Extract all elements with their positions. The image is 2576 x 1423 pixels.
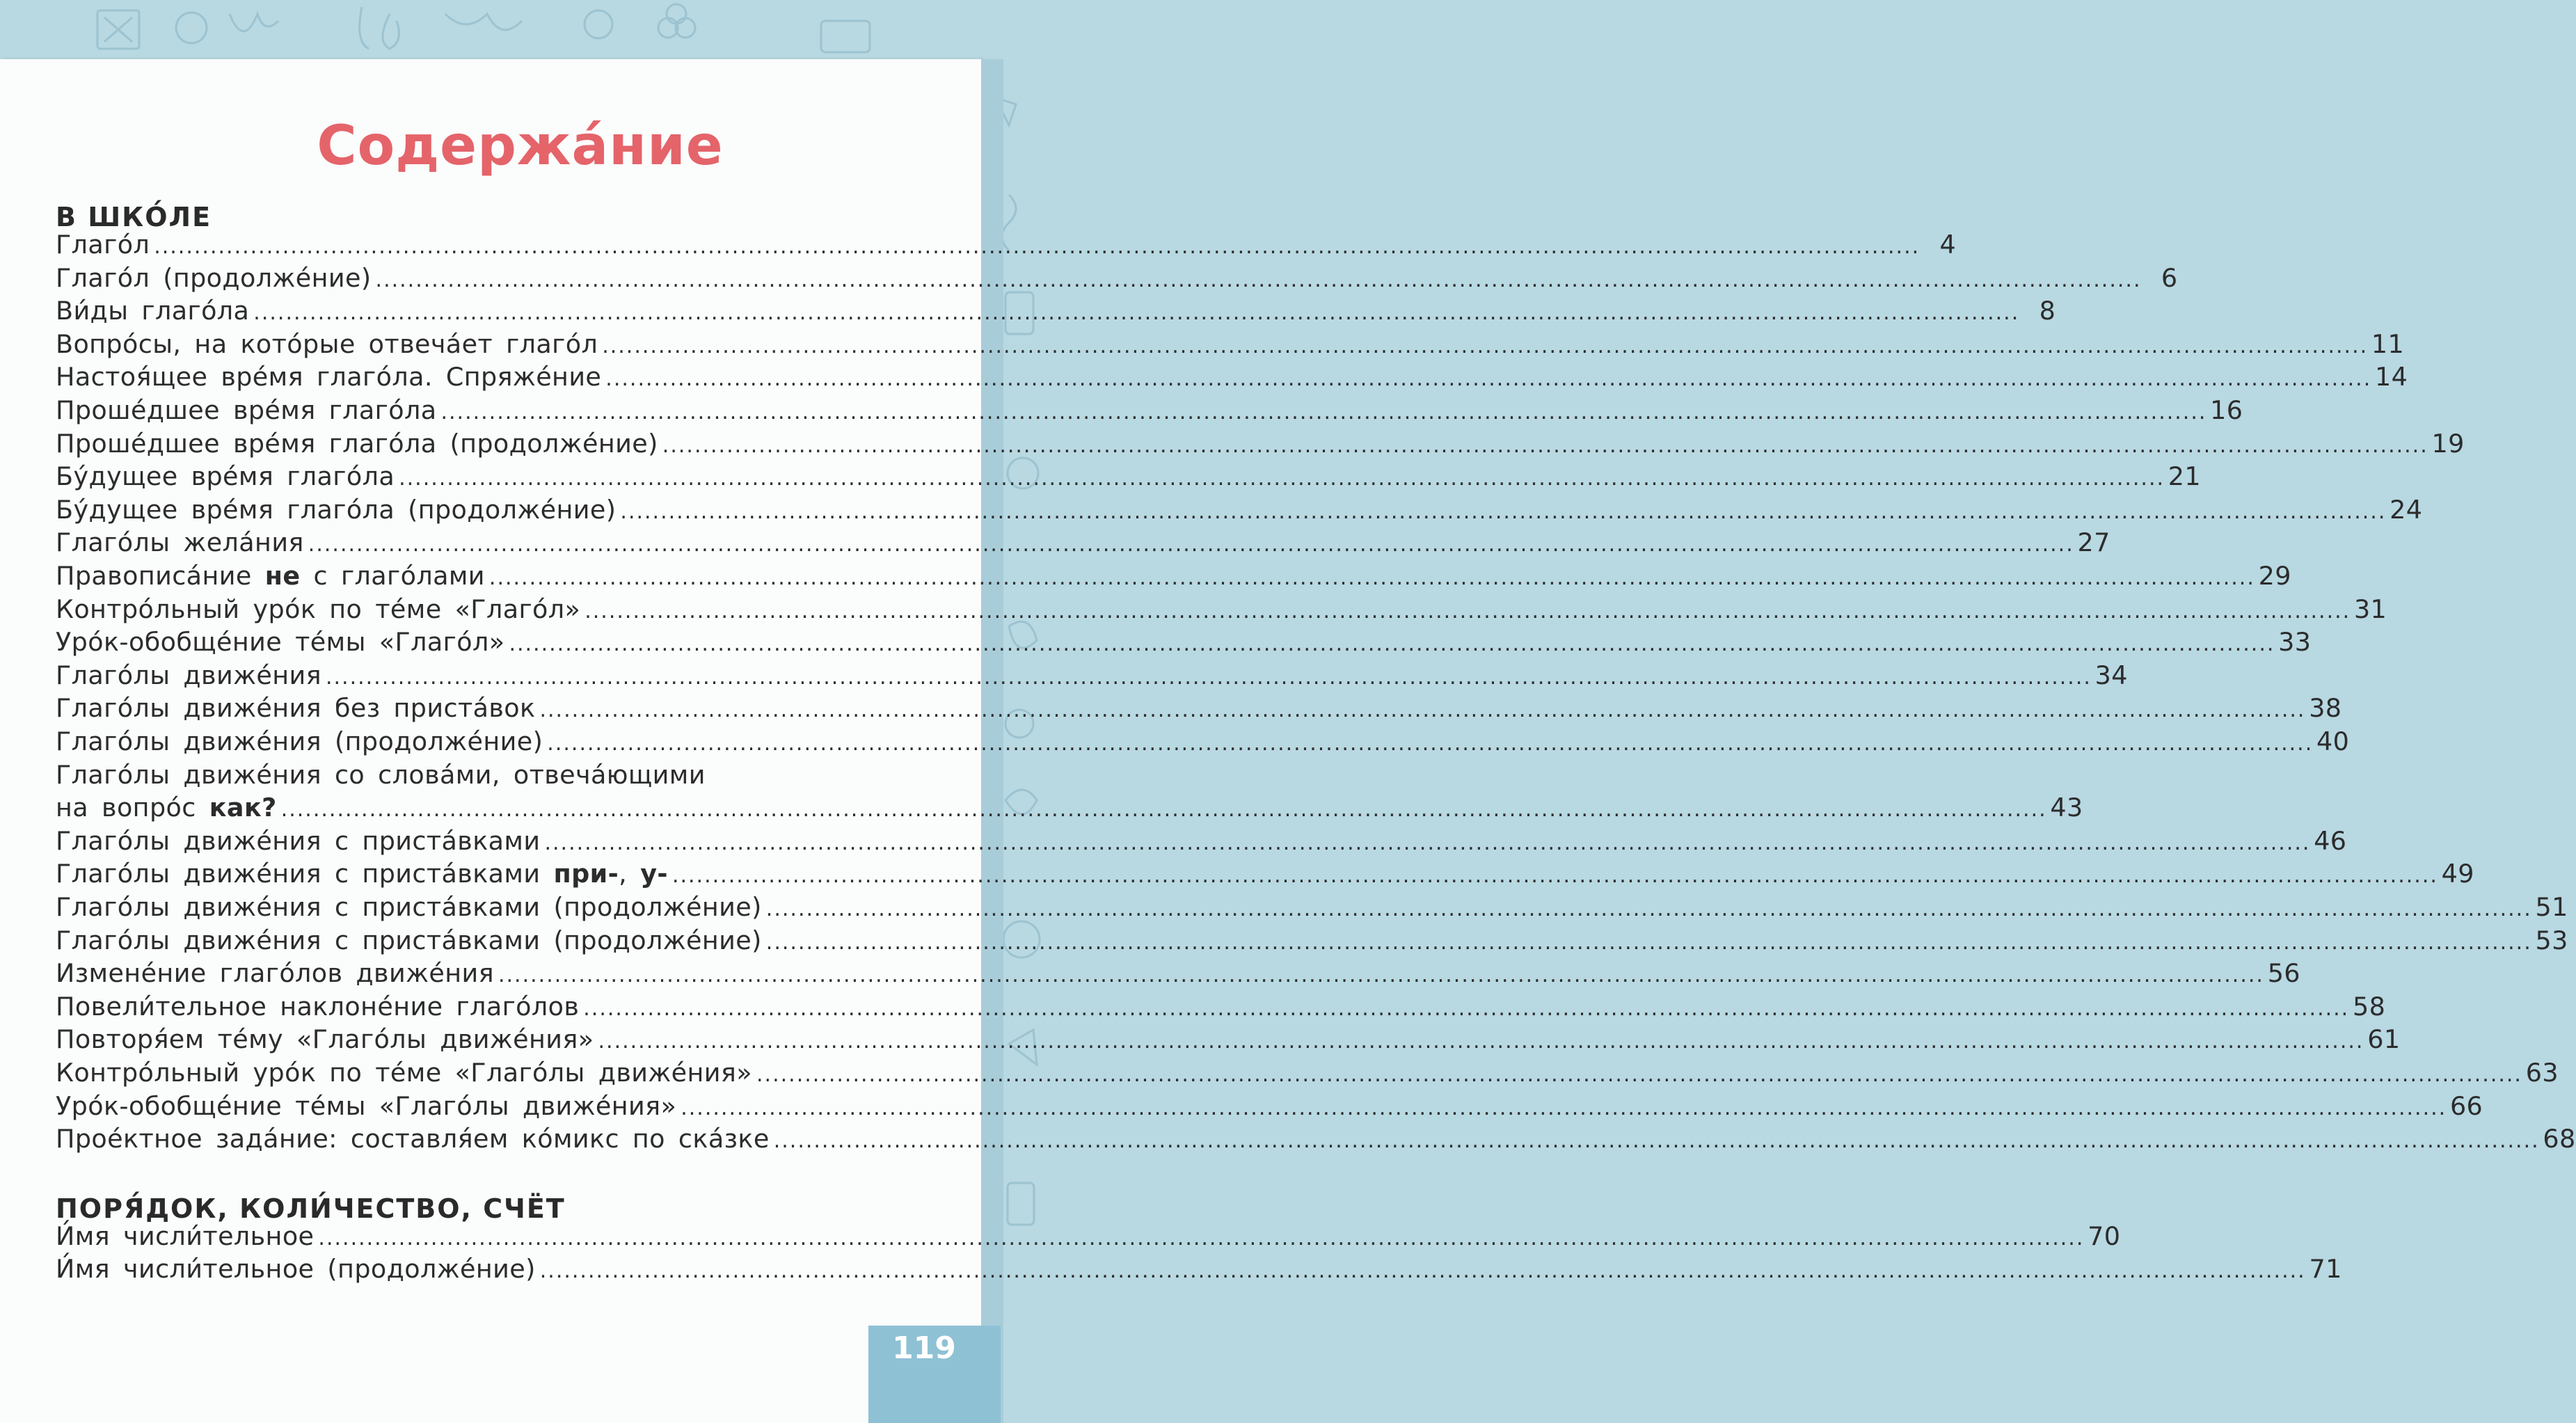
dot-leader: ............................................................................................................................................................................................................................ bbox=[671, 864, 2438, 889]
dot-leader: ............................................................................................................................................................................................................................ bbox=[583, 996, 2350, 1021]
toc-page-number: 68 bbox=[2543, 1124, 2576, 1154]
dot-leader: ............................................................................................................................................................................................................................ bbox=[154, 234, 1921, 259]
section-heading: В ШКО́ЛЕ bbox=[56, 202, 212, 232]
dot-leader: ............................................................................................................................................................................................................................ bbox=[773, 1129, 2540, 1154]
toc-entry-label: Повели́тельное наклоне́ние глаго́лов bbox=[56, 991, 580, 1021]
dot-leader: ............................................................................................................................................................................................................................ bbox=[509, 632, 2275, 657]
toc-entry-label: Бу́дущее вре́мя глаго́ла (продолже́ние) bbox=[56, 494, 617, 525]
toc-entry-label: Глаго́лы движе́ния без приста́вок bbox=[56, 693, 536, 724]
toc-entry-label: Повторя́ем те́му «Глаго́лы движе́ния» bbox=[56, 1024, 594, 1055]
dot-leader: ............................................................................................................................................................................................................................ bbox=[308, 532, 2074, 557]
toc-entry bbox=[56, 693, 2342, 726]
toc-entry bbox=[56, 362, 2408, 395]
toc-page-number: 6 bbox=[2161, 262, 2178, 293]
toc-entry-label: Глаго́лы движе́ния с приста́вками (продолже́ние) bbox=[56, 925, 762, 955]
toc-entry bbox=[56, 527, 2110, 561]
dot-leader: ............................................................................................................................................................................................................................ bbox=[605, 367, 2372, 392]
toc-entry bbox=[56, 991, 2386, 1025]
toc-entry bbox=[56, 1024, 2401, 1058]
toc-entry-label bbox=[56, 561, 485, 591]
toc-entry bbox=[56, 859, 2474, 892]
toc-entry-label: Проше́дшее вре́мя глаго́ла (продолже́ние) bbox=[56, 428, 658, 459]
toc-page-number: 11 bbox=[2371, 328, 2405, 359]
toc-page-number: 8 bbox=[2039, 296, 2056, 326]
toc-page-number: 46 bbox=[2314, 825, 2347, 856]
label-emphasis: как? bbox=[209, 793, 277, 823]
toc-page-number: 4 bbox=[1939, 230, 1957, 260]
dot-leader: ............................................................................................................................................................................................................................ bbox=[440, 400, 2207, 424]
label-text: Глаго́лы движе́ния с приста́вками bbox=[56, 859, 541, 889]
toc-entry bbox=[56, 660, 2128, 694]
toc-entry-label: Настоя́щее вре́мя глаго́ла. Спряже́ние bbox=[56, 362, 602, 392]
toc-entry bbox=[56, 296, 2056, 329]
toc-entry-label: Глаго́лы движе́ния с приста́вками (продолже́ние) bbox=[56, 892, 762, 922]
toc-entry-label: И́мя числи́тельное (продолже́ние) bbox=[56, 1254, 536, 1285]
toc-entry bbox=[56, 627, 2312, 660]
toc-page-number: 56 bbox=[2267, 958, 2300, 989]
toc-entry bbox=[56, 1090, 2483, 1124]
label-text: , bbox=[619, 859, 628, 889]
label-text: на вопро́с bbox=[56, 793, 196, 823]
dot-leader: ............................................................................................................................................................................................................................ bbox=[399, 466, 2165, 491]
dot-leader: ............................................................................................................................................................................................................................ bbox=[375, 267, 2142, 292]
toc-page-number: 49 bbox=[2441, 859, 2474, 889]
dot-leader: ............................................................................................................................................................................................................................ bbox=[756, 1063, 2522, 1087]
toc-entry-label: Проше́дшее вре́мя глаго́ла bbox=[56, 395, 437, 425]
label-text: с глаго́лами bbox=[313, 561, 485, 591]
toc-page-number: 16 bbox=[2210, 395, 2243, 425]
toc-entry bbox=[56, 825, 2347, 859]
toc-entry-label: Вопро́сы, на кото́рые отвеча́ет глаго́л bbox=[56, 328, 598, 359]
label-emphasis: при- bbox=[553, 859, 619, 889]
toc-page-number: 58 bbox=[2352, 991, 2386, 1021]
dot-leader: ............................................................................................................................................................................................................................ bbox=[662, 433, 2428, 458]
toc-entry bbox=[56, 1254, 2342, 1287]
toc-entry bbox=[56, 494, 2423, 528]
toc-entry-label bbox=[56, 859, 668, 889]
toc-entry-label: Глаго́л bbox=[56, 230, 150, 260]
page-number: 119 bbox=[892, 1330, 956, 1366]
toc-entry-label: Контро́льный уро́к по те́ме «Глаго́л» bbox=[56, 594, 581, 624]
toc-entry bbox=[56, 925, 2568, 959]
label-emphasis: не bbox=[264, 561, 301, 591]
toc-entry bbox=[56, 328, 2405, 363]
toc-entry bbox=[56, 262, 2178, 296]
dot-leader: ............................................................................................................................................................................................................................ bbox=[498, 963, 2264, 988]
toc-page-number: 19 bbox=[2431, 428, 2465, 459]
toc-entry bbox=[56, 1058, 2559, 1091]
toc-page-number: 21 bbox=[2168, 461, 2202, 492]
toc-entry bbox=[56, 395, 2243, 429]
dot-leader: ............................................................................................................................................................................................................................ bbox=[539, 1259, 2306, 1284]
toc-entry bbox=[56, 958, 2300, 992]
section-heading: ПОРЯ́ДОК, КОЛИ́ЧЕСТВО, СЧЁТ bbox=[56, 1193, 566, 1224]
dot-leader: ............................................................................................................................................................................................................................ bbox=[325, 665, 2092, 690]
dot-leader: ............................................................................................................................................................................................................................ bbox=[585, 598, 2351, 623]
toc-entry-label: Глаго́лы движе́ния с приста́вками bbox=[56, 825, 541, 856]
toc-entry bbox=[56, 726, 2350, 760]
toc-page-number: 33 bbox=[2278, 627, 2312, 658]
toc-entry-label: Уро́к-обобще́ние те́мы «Глаго́л» bbox=[56, 627, 505, 658]
dot-leader: ............................................................................................................................................................................................................................ bbox=[620, 499, 2387, 524]
toc-page-number: 40 bbox=[2316, 726, 2350, 756]
dot-leader: ............................................................................................................................................................................................................................ bbox=[280, 797, 2047, 822]
dot-leader: ............................................................................................................................................................................................................................ bbox=[488, 566, 2255, 590]
dot-leader: ............................................................................................................................................................................................................................ bbox=[547, 731, 2314, 756]
label-emphasis: у- bbox=[640, 859, 668, 889]
toc-entry bbox=[56, 1124, 2576, 1157]
toc-entry-label: Бу́дущее вре́мя глаго́ла bbox=[56, 461, 395, 492]
dot-leader: ............................................................................................................................................................................................................................ bbox=[539, 698, 2306, 723]
toc-entry-label: Измене́ние глаго́лов движе́ния bbox=[56, 958, 494, 989]
dot-leader: ............................................................................................................................................................................................................................ bbox=[253, 301, 2020, 326]
toc-page-number: 34 bbox=[2094, 660, 2128, 690]
toc-entry-label: Ви́ды глаго́ла bbox=[56, 296, 250, 326]
toc-entry-label: Глаго́лы движе́ния (продолже́ние) bbox=[56, 726, 543, 756]
toc-entry-label: Прое́ктное зада́ние: составля́ем ко́микс по ска́зке bbox=[56, 1124, 770, 1154]
dot-leader: ............................................................................................................................................................................................................................ bbox=[544, 830, 2311, 855]
toc-page-number: 24 bbox=[2390, 494, 2423, 525]
label-text: Правописа́ние bbox=[56, 561, 252, 591]
toc-entry-label: И́мя числи́тельное bbox=[56, 1221, 315, 1251]
toc-page-number: 29 bbox=[2258, 561, 2291, 591]
toc-entry-label: Глаго́лы движе́ния bbox=[56, 660, 321, 690]
dot-leader: ............................................................................................................................................................................................................................ bbox=[681, 1095, 2447, 1120]
toc-entry bbox=[56, 461, 2202, 495]
page-title: Содержа́ние bbox=[317, 115, 724, 177]
toc-page-number: 14 bbox=[2375, 362, 2408, 392]
dot-leader: ............................................................................................................................................................................................................................ bbox=[598, 1029, 2364, 1054]
toc-entry-label: Контро́льный уро́к по те́ме «Глаго́лы движе́ния» bbox=[56, 1058, 753, 1088]
toc-entry bbox=[56, 561, 2291, 594]
dot-leader: ............................................................................................................................................................................................................................ bbox=[318, 1225, 2085, 1250]
toc-entry bbox=[56, 594, 2387, 628]
dot-leader: ............................................................................................................................................................................................................................ bbox=[765, 897, 2532, 921]
toc-entry-line: Глаго́лы движе́ния со слова́ми, отвеча́ющими bbox=[56, 759, 706, 790]
toc-page-number: 53 bbox=[2535, 925, 2568, 955]
toc-entry bbox=[56, 230, 1957, 263]
toc-page-number: 61 bbox=[2367, 1024, 2401, 1055]
toc-page-number: 51 bbox=[2535, 892, 2568, 922]
toc-entry-label: Глаго́лы жела́ния bbox=[56, 527, 304, 558]
dot-leader: ............................................................................................................................................................................................................................ bbox=[602, 333, 2369, 358]
toc-page-number: 63 bbox=[2525, 1058, 2559, 1088]
toc-page-number: 27 bbox=[2077, 527, 2110, 558]
toc-entry-label: Уро́к-обобще́ние те́мы «Глаго́лы движе́ния» bbox=[56, 1090, 677, 1121]
toc-entry bbox=[56, 428, 2465, 462]
toc-page-number: 43 bbox=[2050, 793, 2083, 823]
toc-entry bbox=[56, 1221, 2121, 1255]
toc-entry bbox=[56, 892, 2568, 925]
dot-leader: ............................................................................................................................................................................................................................ bbox=[765, 930, 2532, 955]
toc-entry-label bbox=[56, 793, 277, 822]
toc-page-number: 71 bbox=[2309, 1254, 2342, 1285]
toc-entry bbox=[56, 793, 2083, 826]
toc-page-number: 70 bbox=[2088, 1221, 2121, 1251]
toc-page-number: 38 bbox=[2309, 693, 2342, 724]
toc-entry-label: Глаго́л (продолже́ние) bbox=[56, 262, 372, 293]
toc-page-number: 31 bbox=[2353, 594, 2387, 624]
toc-page-number: 66 bbox=[2449, 1090, 2483, 1121]
